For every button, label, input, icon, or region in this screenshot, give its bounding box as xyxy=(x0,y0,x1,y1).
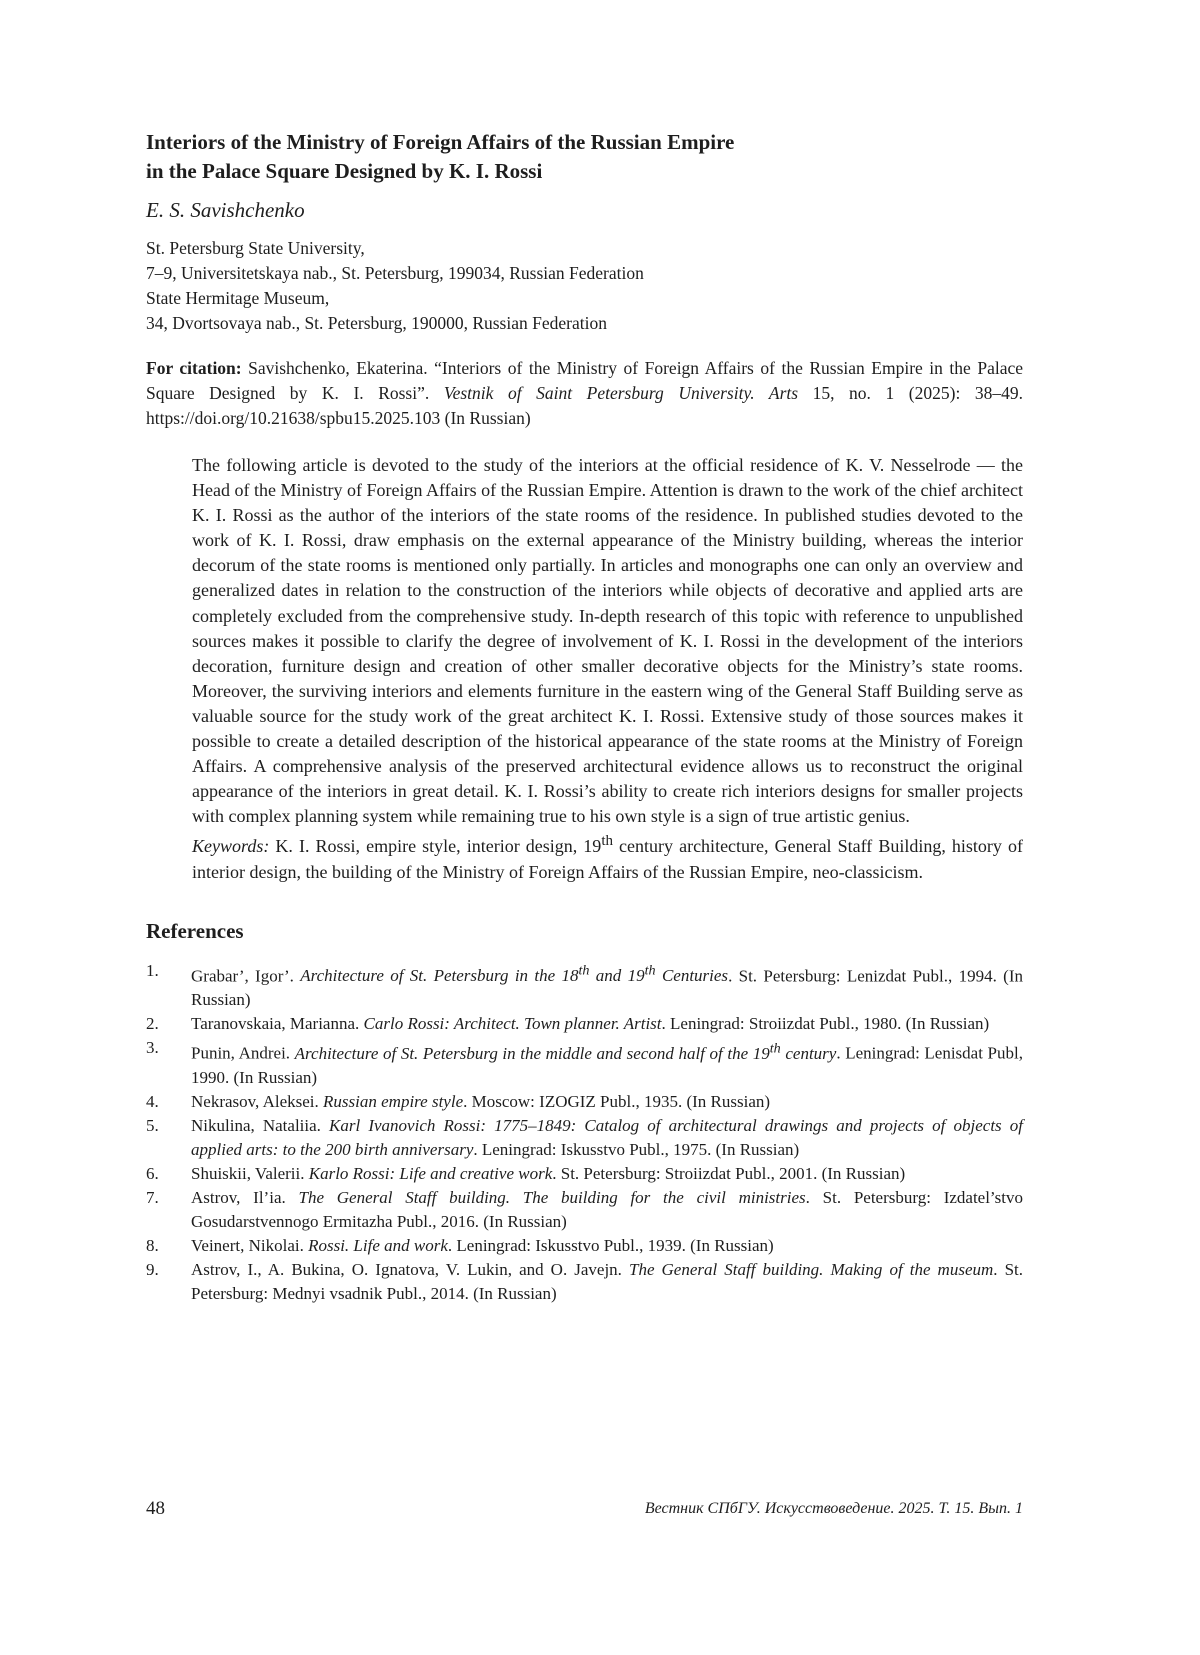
reference-authors: Grabar’, Igor’. xyxy=(191,966,301,986)
reference-rest: . St. Petersburg: Stroiizdat Publ., 2001. (In Russian) xyxy=(552,1163,906,1183)
reference-rest: . St. Petersburg: Izdatel’stvo Gosudarstvennogo Ermitazha Publ., 2016. (In Russian) xyxy=(191,1187,1023,1231)
reference-authors: Astrov, Il’ia. xyxy=(191,1187,299,1207)
reference-number: 2. xyxy=(146,1014,159,1034)
reference-number: 9. xyxy=(146,1259,159,1279)
running-journal-title: Вестник СПбГУ. Искусствоведение. 2025. Т. 15. Вып. 1 xyxy=(644,1500,1023,1517)
article-page xyxy=(146,128,1023,1306)
reference-item xyxy=(146,1162,1023,1186)
keywords-line xyxy=(192,829,1023,884)
affiliation-line: 34, Dvortsovaya nab., St. Petersburg, 190000, Russian Federation xyxy=(146,313,607,333)
keywords-superscript: th xyxy=(601,833,613,850)
reference-number: 3. xyxy=(146,1038,159,1058)
reference-number: 8. xyxy=(146,1235,159,1255)
reference-number: 7. xyxy=(146,1187,159,1207)
reference-item xyxy=(146,1036,1023,1090)
reference-title: Karlo Rossi: Life and creative work xyxy=(308,1163,553,1183)
reference-title-part: and 19 xyxy=(589,966,645,986)
reference-item xyxy=(146,1258,1023,1306)
affiliation-line: State Hermitage Museum, xyxy=(146,288,330,308)
citation-journal: Vestnik of Saint Petersburg University. Arts xyxy=(443,383,799,403)
reference-item xyxy=(146,1012,1023,1036)
reference-title: The General Staff building. Making of the museum xyxy=(628,1259,994,1279)
reference-title: Carlo Rossi: Architect. Town planner. Artist xyxy=(363,1014,662,1034)
reference-rest: . Leningrad: Stroiizdat Publ., 1980. (In Russian) xyxy=(661,1014,990,1034)
abstract-block xyxy=(192,453,1023,885)
affiliation-line: 7–9, Universitetskaya nab., St. Petersburg, 199034, Russian Federation xyxy=(146,263,644,283)
keywords-label: Keywords: xyxy=(192,836,270,857)
reference-authors: Punin, Andrei. xyxy=(191,1043,295,1063)
reference-title xyxy=(294,1040,837,1063)
affiliation-block xyxy=(146,236,1023,336)
reference-authors: Nikulina, Nataliia. xyxy=(191,1115,330,1135)
reference-title-part: Architecture of St. Petersburg in the middle and second half of the 19 xyxy=(294,1043,770,1063)
reference-title-sup: th xyxy=(578,962,590,979)
reference-title-sup: th xyxy=(644,962,656,979)
citation-text-before: Savishchenko, Ekaterina. “Interiors of the Ministry of Foreign Affairs of the Russian Empire in the Palace Square Designed by K. I. Rossi”. xyxy=(146,358,1023,403)
reference-rest: . Leningrad: Iskusstvo Publ., 1975. (In Russian) xyxy=(473,1139,800,1159)
reference-title-part: Centuries xyxy=(655,966,729,986)
reference-authors: Veinert, Nikolai. xyxy=(191,1235,309,1255)
reference-number: 1. xyxy=(146,960,159,980)
abstract-text: The following article is devoted to the study of the interiors at the official residence of K. V. Nesselrode — the Head of the Ministry of Foreign Affairs of the Russian Empire. Attention is drawn to the work of the chief architect K. I. Rossi as the author of the interiors of the state rooms of the residence. In published studies devoted to the work of K. I. Rossi, draw emphasis on the external appearance of the Ministry building, whereas the interior decorum of the state rooms is mentioned only partially. In articles and monographs one can only an overview and generalized dates in relation to the construction of the interiors while objects of decorative and applied arts are completely excluded from the comprehensive study. In-depth research of this topic with reference to unpublished sources makes it possible to clarify the degree of involvement of K. I. Rossi in the development of the interiors decoration, furniture design and creation of other smaller decorative objects for the Ministry’s state rooms. Moreover, the surviving interiors and elements furniture in the eastern wing of the General Staff Building serve as valuable source for the study work of the great architect K. I. Rossi. Extensive study of those sources makes it possible to create a detailed description of the historical appearance of the state rooms at the Ministry of Foreign Affairs. A comprehensive analysis of the preserved architectural evidence allows us to reconstruct the original appearance of the interiors in great detail. K. I. Rossi’s ability to create rich interiors designs for smaller projects with complex planning system while remaining true to his own style is a sign of true artistic genius. xyxy=(192,455,1023,827)
reference-authors: Taranovskaia, Marianna. xyxy=(191,1014,364,1034)
references-heading: References xyxy=(146,918,244,943)
reference-item xyxy=(146,959,1023,1013)
reference-title: Russian empire style xyxy=(323,1091,464,1111)
reference-item xyxy=(146,1114,1023,1162)
citation-text-after: 15, no. 1 (2025): 38–49. https://doi.org/10.21638/spbu15.2025.103 (In Russian) xyxy=(146,383,1023,428)
title-line-2: in the Palace Square Designed by K. I. Rossi xyxy=(146,159,543,183)
reference-title-part: century xyxy=(780,1043,837,1063)
reference-item xyxy=(146,1234,1023,1258)
reference-rest: . St. Petersburg: Mednyi vsadnik Publ., 2014. (In Russian) xyxy=(191,1259,1024,1303)
reference-title-sup: th xyxy=(769,1040,781,1057)
author-name: E. S. Savishchenko xyxy=(146,198,305,222)
reference-number: 4. xyxy=(146,1091,159,1111)
reference-rest: . Leningrad: Lenisdat Publ, 1990. (In Russian) xyxy=(191,1043,1023,1087)
citation-block xyxy=(146,356,1023,431)
page-number: 48 xyxy=(146,1498,165,1519)
reference-item xyxy=(146,1090,1023,1114)
reference-rest: . St. Petersburg: Lenizdat Publ., 1994. (In Russian) xyxy=(191,966,1023,1010)
citation-label: For citation: xyxy=(146,358,242,378)
reference-rest: . Leningrad: Iskusstvo Publ., 1939. (In Russian) xyxy=(447,1235,774,1255)
reference-number: 6. xyxy=(146,1163,159,1183)
reference-title xyxy=(300,962,729,986)
reference-title: Karl Ivanovich Rossi: 1775–1849: Catalog of architectural drawings and projects of objects of applied arts: to the 200 birth anniversary xyxy=(191,1115,1023,1159)
page-footer xyxy=(146,1498,1023,1526)
reference-authors: Nekrasov, Aleksei. xyxy=(191,1091,324,1111)
affiliation-line: St. Petersburg State University, xyxy=(146,238,365,258)
reference-title-part: Architecture of St. Petersburg in the 18 xyxy=(300,966,579,986)
article-title xyxy=(146,128,1023,186)
reference-authors: Astrov, I., A. Bukina, O. Ignatova, V. Lukin, and O. Javejn. xyxy=(191,1259,629,1279)
references-list xyxy=(146,959,1023,1306)
reference-title: The General Staff building. The building for the civil ministries xyxy=(298,1187,806,1207)
reference-authors: Shuiskii, Valerii. xyxy=(191,1163,309,1183)
reference-title: Rossi. Life and work xyxy=(308,1235,448,1255)
reference-item xyxy=(146,1186,1023,1234)
title-line-1: Interiors of the Ministry of Foreign Affairs of the Russian Empire xyxy=(146,130,735,154)
reference-number: 5. xyxy=(146,1115,159,1135)
keywords-text-after: century architecture, General Staff Building, history of interior design, the building of the Ministry of Foreign Affairs of the Russian Empire, neo-classicism. xyxy=(192,836,1023,882)
reference-rest: . Moscow: IZOGIZ Publ., 1935. (In Russian) xyxy=(463,1091,771,1111)
keywords-text-before: K. I. Rossi, empire style, interior design, 19 xyxy=(269,836,602,857)
